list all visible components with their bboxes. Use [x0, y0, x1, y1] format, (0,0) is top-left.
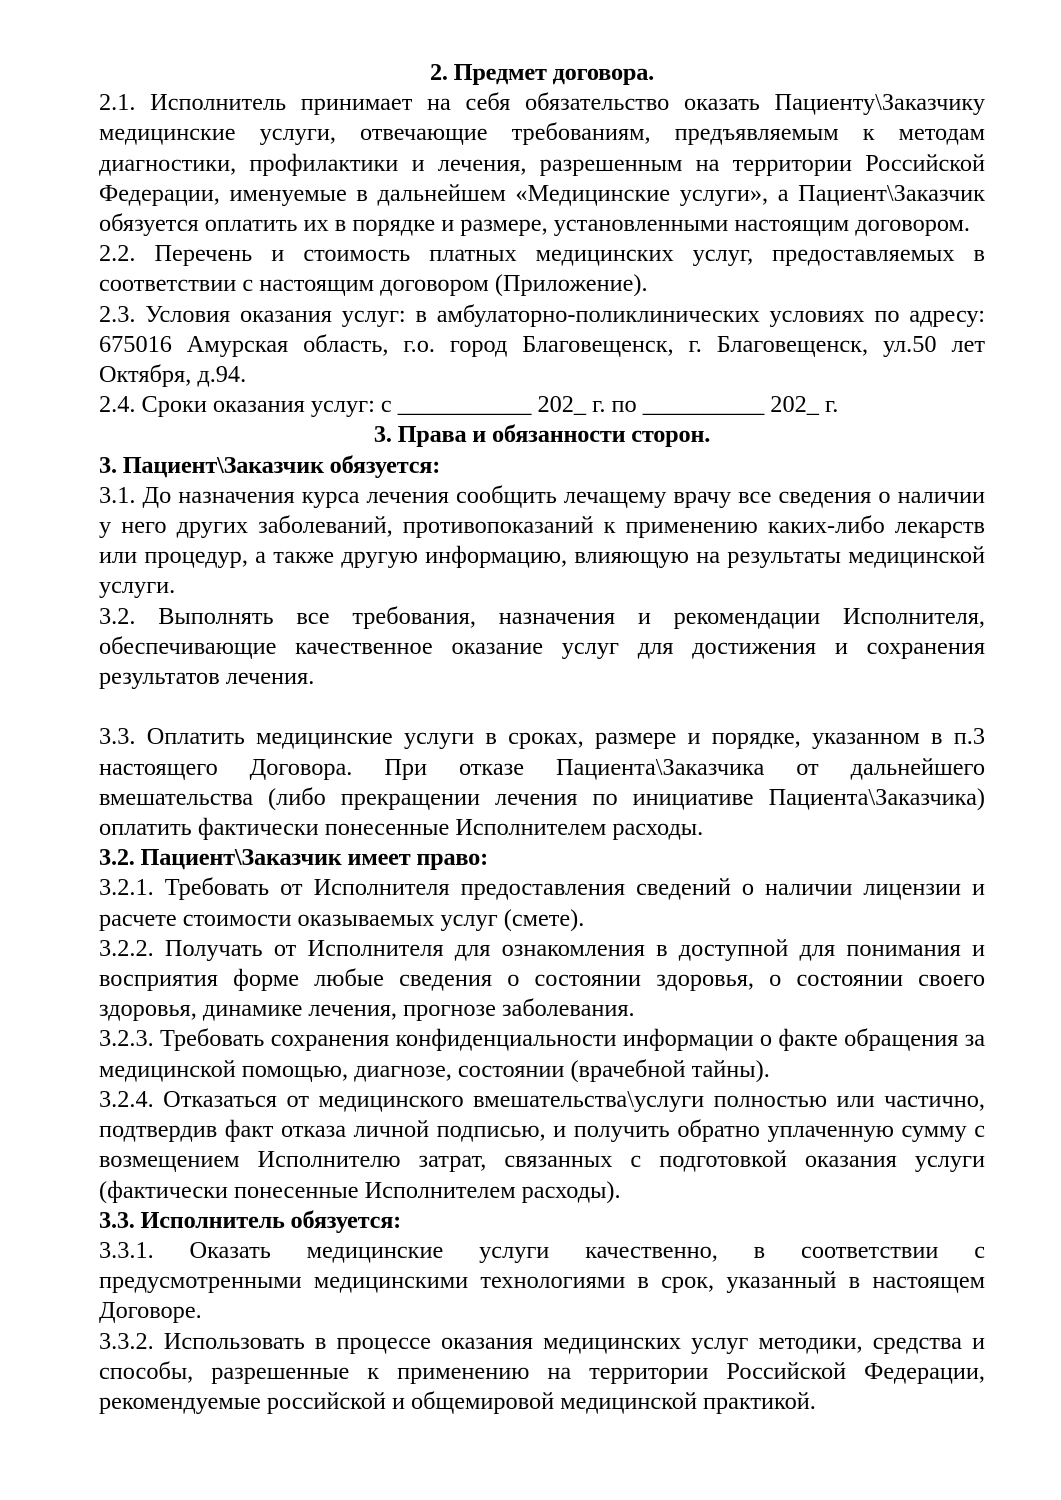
clause-2-3: 2.3. Условия оказания услуг: в амбулаторно-поликлинических условиях по адресу: 675016 Амурская область, г.о. город Благовещенск, г. Благовещенск, ул.50 лет Октября, д.94.: [99, 300, 985, 389]
section-3-title: 3. Права и обязанности сторон.: [373, 421, 711, 449]
subheading-patient-rights: 3.2. Пациент\Заказчик имеет право:: [99, 844, 489, 872]
clause-3-3-payment: 3.3. Оплатить медицинские услуги в сроках, размере и порядке, указанном в п.3 настоящего Договора. При отказе Пациента\Заказчика от дальнейшего вмешательства (либо прекращении лечения по инициативе Пациента\Заказчика) оплатить фактически понесенные Исполнителем расходы.: [99, 723, 985, 842]
clause-2-4: 2.4. Сроки оказания услуг: с ___________ 202_ г. по __________ 202_ г.: [99, 391, 839, 419]
clause-3-3-2: 3.3.2. Использовать в процессе оказания медицинских услуг методики, средства и способы, разрешенные к применению на территории Российской Федерации, рекомендуемые российской и общемировой медицинской практикой.: [99, 1327, 985, 1415]
clause-3-2-1: 3.2.1. Требовать от Исполнителя предоставления сведений о наличии лицензии и расчете стоимости оказываемых услуг (смете).: [99, 874, 985, 932]
clause-3-2: 3.2. Выполнять все требования, назначения и рекомендации Исполнителя, обеспечивающие качественное оказание услуг для достижения и сохранения результатов лечения.: [99, 602, 985, 691]
subheading-patient-obligations: 3. Пациент\Заказчик обязуется:: [99, 451, 441, 479]
clause-3-3-1: 3.3.1. Оказать медицинские услуги качественно, в соответствии с предусмотренными медицинскими технологиями в срок, указанный в настоящем Договоре.: [99, 1236, 985, 1325]
clause-3-1: 3.1. До назначения курса лечения сообщить лечащему врачу все сведения о наличии у него других заболеваний, противопоказаний к применению каких-либо лекарств или процедур, а также другую информацию, влияющую на результаты медицинской услуги.: [99, 481, 985, 600]
clause-3-2-3: 3.2.3. Требовать сохранения конфиденциальности информации о факте обращения за медицинской помощью, диагнозе, состоянии (врачебной тайны).: [99, 1025, 985, 1083]
clause-2-2: 2.2. Перечень и стоимость платных медицинских услуг, предоставляемых в соответствии с настоящим договором (Приложение).: [99, 240, 985, 298]
clause-3-2-4: 3.2.4. Отказаться от медицинского вмешательства\услуги полностью или частично, подтвердив факт отказа личной подписью, и получить обратно уплаченную сумму с возмещением Исполнителю затрат, связанных с подготовкой оказания услуги (фактически понесенные Исполнителем расходы).: [99, 1085, 985, 1204]
section-2-title: 2. Предмет договора.: [429, 59, 655, 86]
clause-3-2-2: 3.2.2. Получать от Исполнителя для ознакомления в доступной для понимания и восприятия форме любые сведения о состоянии здоровья, о состоянии своего здоровья, динамике лечения, прогнозе заболевания.: [99, 934, 985, 1023]
clause-2-1: 2.1. Исполнитель принимает на себя обязательство оказать Пациенту\Заказчику медицинские услуги, отвечающие требованиям, предъявляемым к методам диагностики, профилактики и лечения, разрешенным на территории Российской Федерации, именуемые в дальнейшем «Медицинские услуги», а Пациент\Заказчик обязуется оплатить их в порядке и размере, установленными настоящим договором.: [99, 89, 985, 238]
spacer-blank-line: [99, 692, 985, 722]
subheading-provider-obligations: 3.3. Исполнитель обязуется:: [99, 1206, 402, 1234]
document-text-body: [99, 58, 985, 1417]
